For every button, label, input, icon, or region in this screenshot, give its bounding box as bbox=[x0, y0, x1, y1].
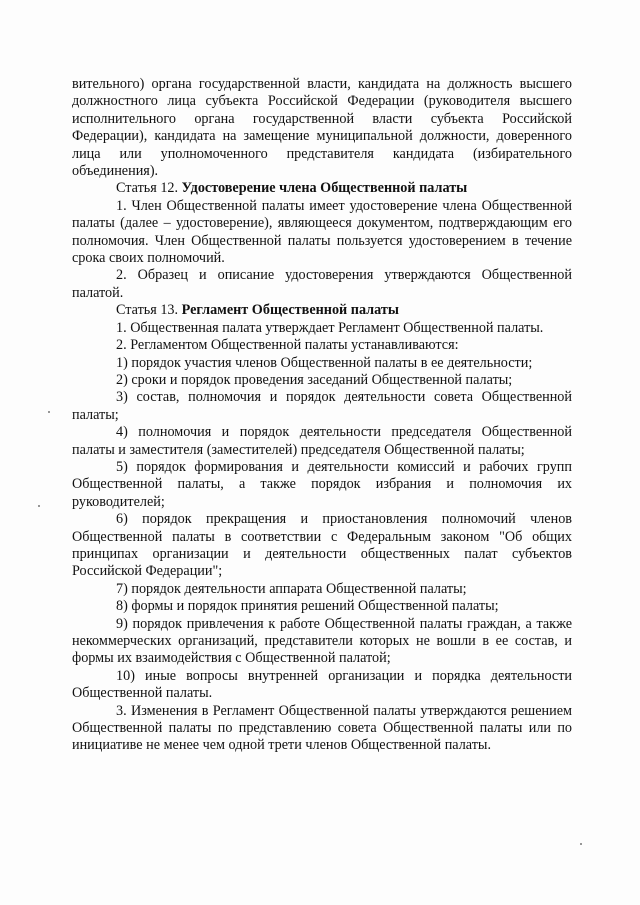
document-body bbox=[72, 76, 572, 755]
scan-speck bbox=[580, 843, 582, 845]
list-item: 5) порядок формирования и деятельности комиссий и рабочих групп Общественной палаты, а также порядок избрания и полномочия их руководителей; bbox=[72, 458, 572, 510]
list-item: 1) порядок участия членов Общественной палаты в ее деятельности; bbox=[116, 354, 533, 371]
article-13-paragraph-1: 1. Общественная палата утверждает Регламент Общественной палаты. bbox=[116, 319, 544, 336]
article-13-paragraph-3: 3. Изменения в Регламент Общественной палаты утверждаются решением Общественной палаты по представлению совета Общественной палаты или по инициативе не менее чем одной трети членов Общественной палаты. bbox=[72, 702, 572, 754]
article-13-heading bbox=[72, 302, 572, 319]
list-item: 4) полномочия и порядок деятельности председателя Общественной палаты и заместителя (заместителей) председателя Общественной палаты; bbox=[72, 424, 572, 458]
scan-speck bbox=[38, 505, 40, 507]
list-item: 9) порядок привлечения к работе Общественной палаты граждан, а также некоммерческих организаций, представители которых не вошли в ее состав, и формы их взаимодействия с Общественной палатой; bbox=[72, 615, 572, 667]
article-13-number: Статья 13. bbox=[116, 302, 179, 319]
article-12-paragraph-1: 1. Член Общественной палаты имеет удостоверение члена Общественной палаты (далее – удостоверение), являющееся документом, подтверждающим его полномочия. Член Общественной палаты пользуется удостоверением в течение срока своих полномочий. bbox=[72, 197, 572, 267]
list-item: 10) иные вопросы внутренней организации и порядка деятельности Общественной палаты. bbox=[72, 667, 572, 702]
article-12-heading bbox=[72, 180, 572, 197]
article-13-title: Регламент Общественной палаты bbox=[181, 302, 399, 319]
intro-paragraph: вительного) органа государственной власти, кандидата на должность высшего должностного лица субъекта Российской Федерации (руководителя высшего исполнительного органа государственной власти субъекта Российской Федерации), кандидата на замещение муниципальной должности, доверенного лица или уполномоченного представителя кандидата (избирательного объединения). bbox=[72, 76, 572, 180]
article-13-paragraph-2: 2. Регламентом Общественной палаты устанавливаются: bbox=[116, 337, 459, 354]
article-12-number: Статья 12. bbox=[116, 180, 179, 197]
list-item: 7) порядок деятельности аппарата Общественной палаты; bbox=[116, 580, 467, 597]
list-item: 2) сроки и порядок проведения заседаний Общественной палаты; bbox=[116, 371, 513, 388]
list-item: 3) состав, полномочия и порядок деятельности совета Общественной палаты; bbox=[72, 389, 572, 423]
article-12-title: Удостоверение члена Общественной палаты bbox=[181, 180, 468, 197]
scan-speck bbox=[48, 411, 50, 413]
list-item: 6) порядок прекращения и приостановления полномочий членов Общественной палаты в соответствии с Федеральным законом "Об общих принципах организации и деятельности общественных палат субъектов Российской Федерации"; bbox=[72, 511, 572, 580]
article-12-paragraph-2: 2. Образец и описание удостоверения утверждаются Общественной палатой. bbox=[72, 267, 572, 301]
list-item: 8) формы и порядок принятия решений Общественной палаты; bbox=[116, 598, 499, 615]
